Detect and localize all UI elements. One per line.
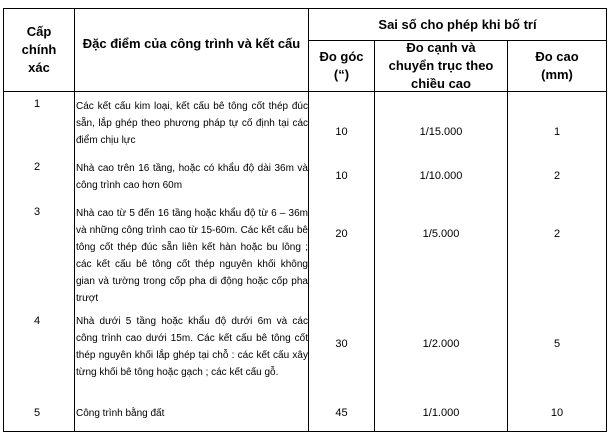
header-tolerance-group: Sai số cho phép khi bố trí <box>378 16 537 32</box>
row-3-height: 2 <box>553 228 561 240</box>
header-features: Đặc điểm của công trình và kết cấu <box>82 36 301 51</box>
row-5-height: 10 <box>550 407 564 419</box>
row-2-description: Nhà cao trên 16 tầng, hoặc có khẩu độ dài 36m và công trình cao hơn 60m <box>76 163 308 191</box>
row-4-grade: 4 <box>33 315 41 327</box>
row-3-angle: 20 <box>335 228 348 240</box>
row-3-edge: 1/5.000 <box>422 228 460 240</box>
header-edge: Đo cạnh và chuyển trục theo chiều cao <box>388 40 494 91</box>
row-4-angle: 30 <box>335 338 348 350</box>
header-angle: Đo góc (“) <box>319 49 364 82</box>
row-3-grade: 3 <box>33 206 41 218</box>
row-2-angle: 10 <box>335 170 348 182</box>
row-5-edge: 1/1.000 <box>422 407 460 419</box>
row-5-description: Công trình bằng đất <box>76 408 165 419</box>
row-2-edge: 1/10.000 <box>419 170 463 182</box>
row-3-description: Nhà cao từ 5 đến 16 tầng hoặc khẩu độ từ 6 – 36m và những công trình cao từ 15-60m. Các kết cấu bê tông cốt thép đúc sẵn liên kết hàn hoặc bu lông ; các kết cấu bê tông cốt thép nguyên khối không gian và tường trong cốp pha di động hoặc cốp pha trượt <box>76 208 308 304</box>
table-bottom-border <box>3 431 607 432</box>
row-1-edge: 1/15.000 <box>419 126 463 138</box>
row-2-height: 2 <box>553 170 561 182</box>
row-2-grade: 2 <box>33 161 41 173</box>
row-1-description: Các kết cấu kim loại, kết cấu bê tông cốt thép đúc sẵn, lắp ghép theo phương pháp tự cố định tại các điểm chịu lực <box>76 101 308 146</box>
row-5-grade: 5 <box>33 407 41 419</box>
row-4-description: Nhà dưới 5 tầng hoặc khẩu độ dưới 6m và các công trình cao dưới 15m. Các kết cấu bê tông cốt thép nguyên khối lắp ghép tại chỗ : các kết cấu xây từng khối bê tông hoặc gạch ; các kết cấu gỗ. <box>76 316 308 378</box>
table-right-border <box>606 8 607 432</box>
row-1-height: 1 <box>553 126 561 138</box>
row-4-height: 5 <box>553 338 561 350</box>
row-1-grade: 1 <box>33 98 41 110</box>
row-1-angle: 10 <box>335 126 348 138</box>
row-4-edge: 1/2.000 <box>422 338 460 350</box>
header-bottom-border <box>3 91 607 92</box>
header-grade: Cấp chính xác <box>21 24 57 75</box>
header-height: Đo cao (mm) <box>535 49 579 82</box>
row-5-angle: 45 <box>335 407 348 419</box>
